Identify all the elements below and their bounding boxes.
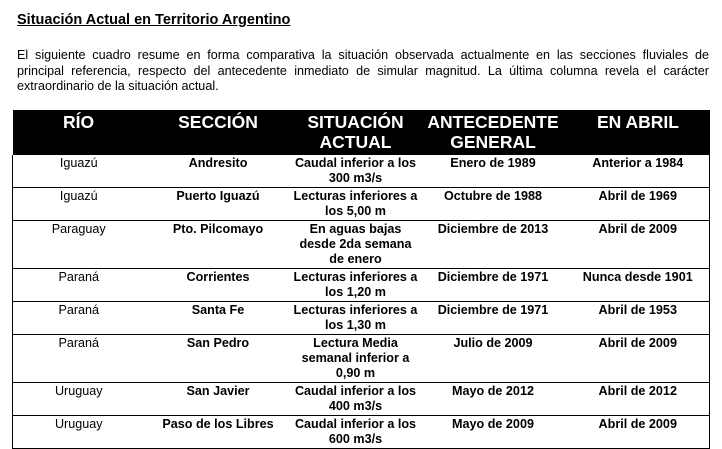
- cell-antecedente: Diciembre de 1971: [420, 269, 567, 302]
- cell-seccion: Corrientes: [145, 269, 292, 302]
- header-situacion: SITUACIÓN ACTUAL: [292, 110, 420, 155]
- table-row: [13, 188, 710, 221]
- table-header-row: [13, 110, 710, 155]
- cell-seccion: Santa Fe: [145, 302, 292, 335]
- table-row: [13, 155, 710, 188]
- table-row: [13, 416, 710, 449]
- cell-abril: Nunca desde 1901: [567, 269, 710, 302]
- cell-seccion: Andresito: [145, 155, 292, 188]
- header-rio: RÍO: [13, 110, 145, 155]
- cell-antecedente: Mayo de 2009: [420, 416, 567, 449]
- table-row: [13, 335, 710, 383]
- cell-rio: Paraná: [13, 302, 145, 335]
- cell-rio: Paraguay: [13, 221, 145, 269]
- table-row: [13, 221, 710, 269]
- header-antecedente: ANTECEDENTE GENERAL: [420, 110, 567, 155]
- cell-abril: Abril de 1969: [567, 188, 710, 221]
- cell-antecedente: Diciembre de 1971: [420, 302, 567, 335]
- cell-situacion: Caudal inferior a los 400 m3/s: [292, 383, 420, 416]
- table-row: [13, 383, 710, 416]
- cell-antecedente: Diciembre de 2013: [420, 221, 567, 269]
- cell-antecedente: Julio de 2009: [420, 335, 567, 383]
- document-title: Situación Actual en Territorio Argentino: [17, 12, 291, 28]
- intro-paragraph: El siguiente cuadro resume en forma comparativa la situación observada actualmente en las secciones fluviales de principal referencia, respecto del antecedente inmediato de simular magnitud. La última columna revela el carácter extraordinario de la situación actual.: [17, 48, 709, 93]
- cell-rio: Iguazú: [13, 188, 145, 221]
- cell-seccion: Pto. Pilcomayo: [145, 221, 292, 269]
- cell-situacion: En aguas bajas desde 2da semana de enero: [292, 221, 420, 269]
- cell-abril: Abril de 2012: [567, 383, 710, 416]
- cell-situacion: Lecturas inferiores a los 1,20 m: [292, 269, 420, 302]
- cell-seccion: Puerto Iguazú: [145, 188, 292, 221]
- cell-abril: Abril de 2009: [567, 416, 710, 449]
- cell-seccion: San Pedro: [145, 335, 292, 383]
- cell-antecedente: Mayo de 2012: [420, 383, 567, 416]
- situation-table: [12, 110, 710, 449]
- table-row: [13, 302, 710, 335]
- cell-abril: Anterior a 1984: [567, 155, 710, 188]
- cell-antecedente: Octubre de 1988: [420, 188, 567, 221]
- cell-rio: Paraná: [13, 335, 145, 383]
- cell-situacion: Lectura Media semanal inferior a 0,90 m: [292, 335, 420, 383]
- header-abril: EN ABRIL: [567, 110, 710, 155]
- header-seccion: SECCIÓN: [145, 110, 292, 155]
- cell-seccion: San Javier: [145, 383, 292, 416]
- cell-situacion: Lecturas inferiores a los 5,00 m: [292, 188, 420, 221]
- cell-abril: Abril de 2009: [567, 221, 710, 269]
- cell-situacion: Caudal inferior a los 600 m3/s: [292, 416, 420, 449]
- cell-abril: Abril de 1953: [567, 302, 710, 335]
- cell-rio: Uruguay: [13, 383, 145, 416]
- cell-situacion: Lecturas inferiores a los 1,30 m: [292, 302, 420, 335]
- cell-antecedente: Enero de 1989: [420, 155, 567, 188]
- cell-abril: Abril de 2009: [567, 335, 710, 383]
- cell-situacion: Caudal inferior a los 300 m3/s: [292, 155, 420, 188]
- cell-seccion: Paso de los Libres: [145, 416, 292, 449]
- cell-rio: Paraná: [13, 269, 145, 302]
- cell-rio: Uruguay: [13, 416, 145, 449]
- table-row: [13, 269, 710, 302]
- cell-rio: Iguazú: [13, 155, 145, 188]
